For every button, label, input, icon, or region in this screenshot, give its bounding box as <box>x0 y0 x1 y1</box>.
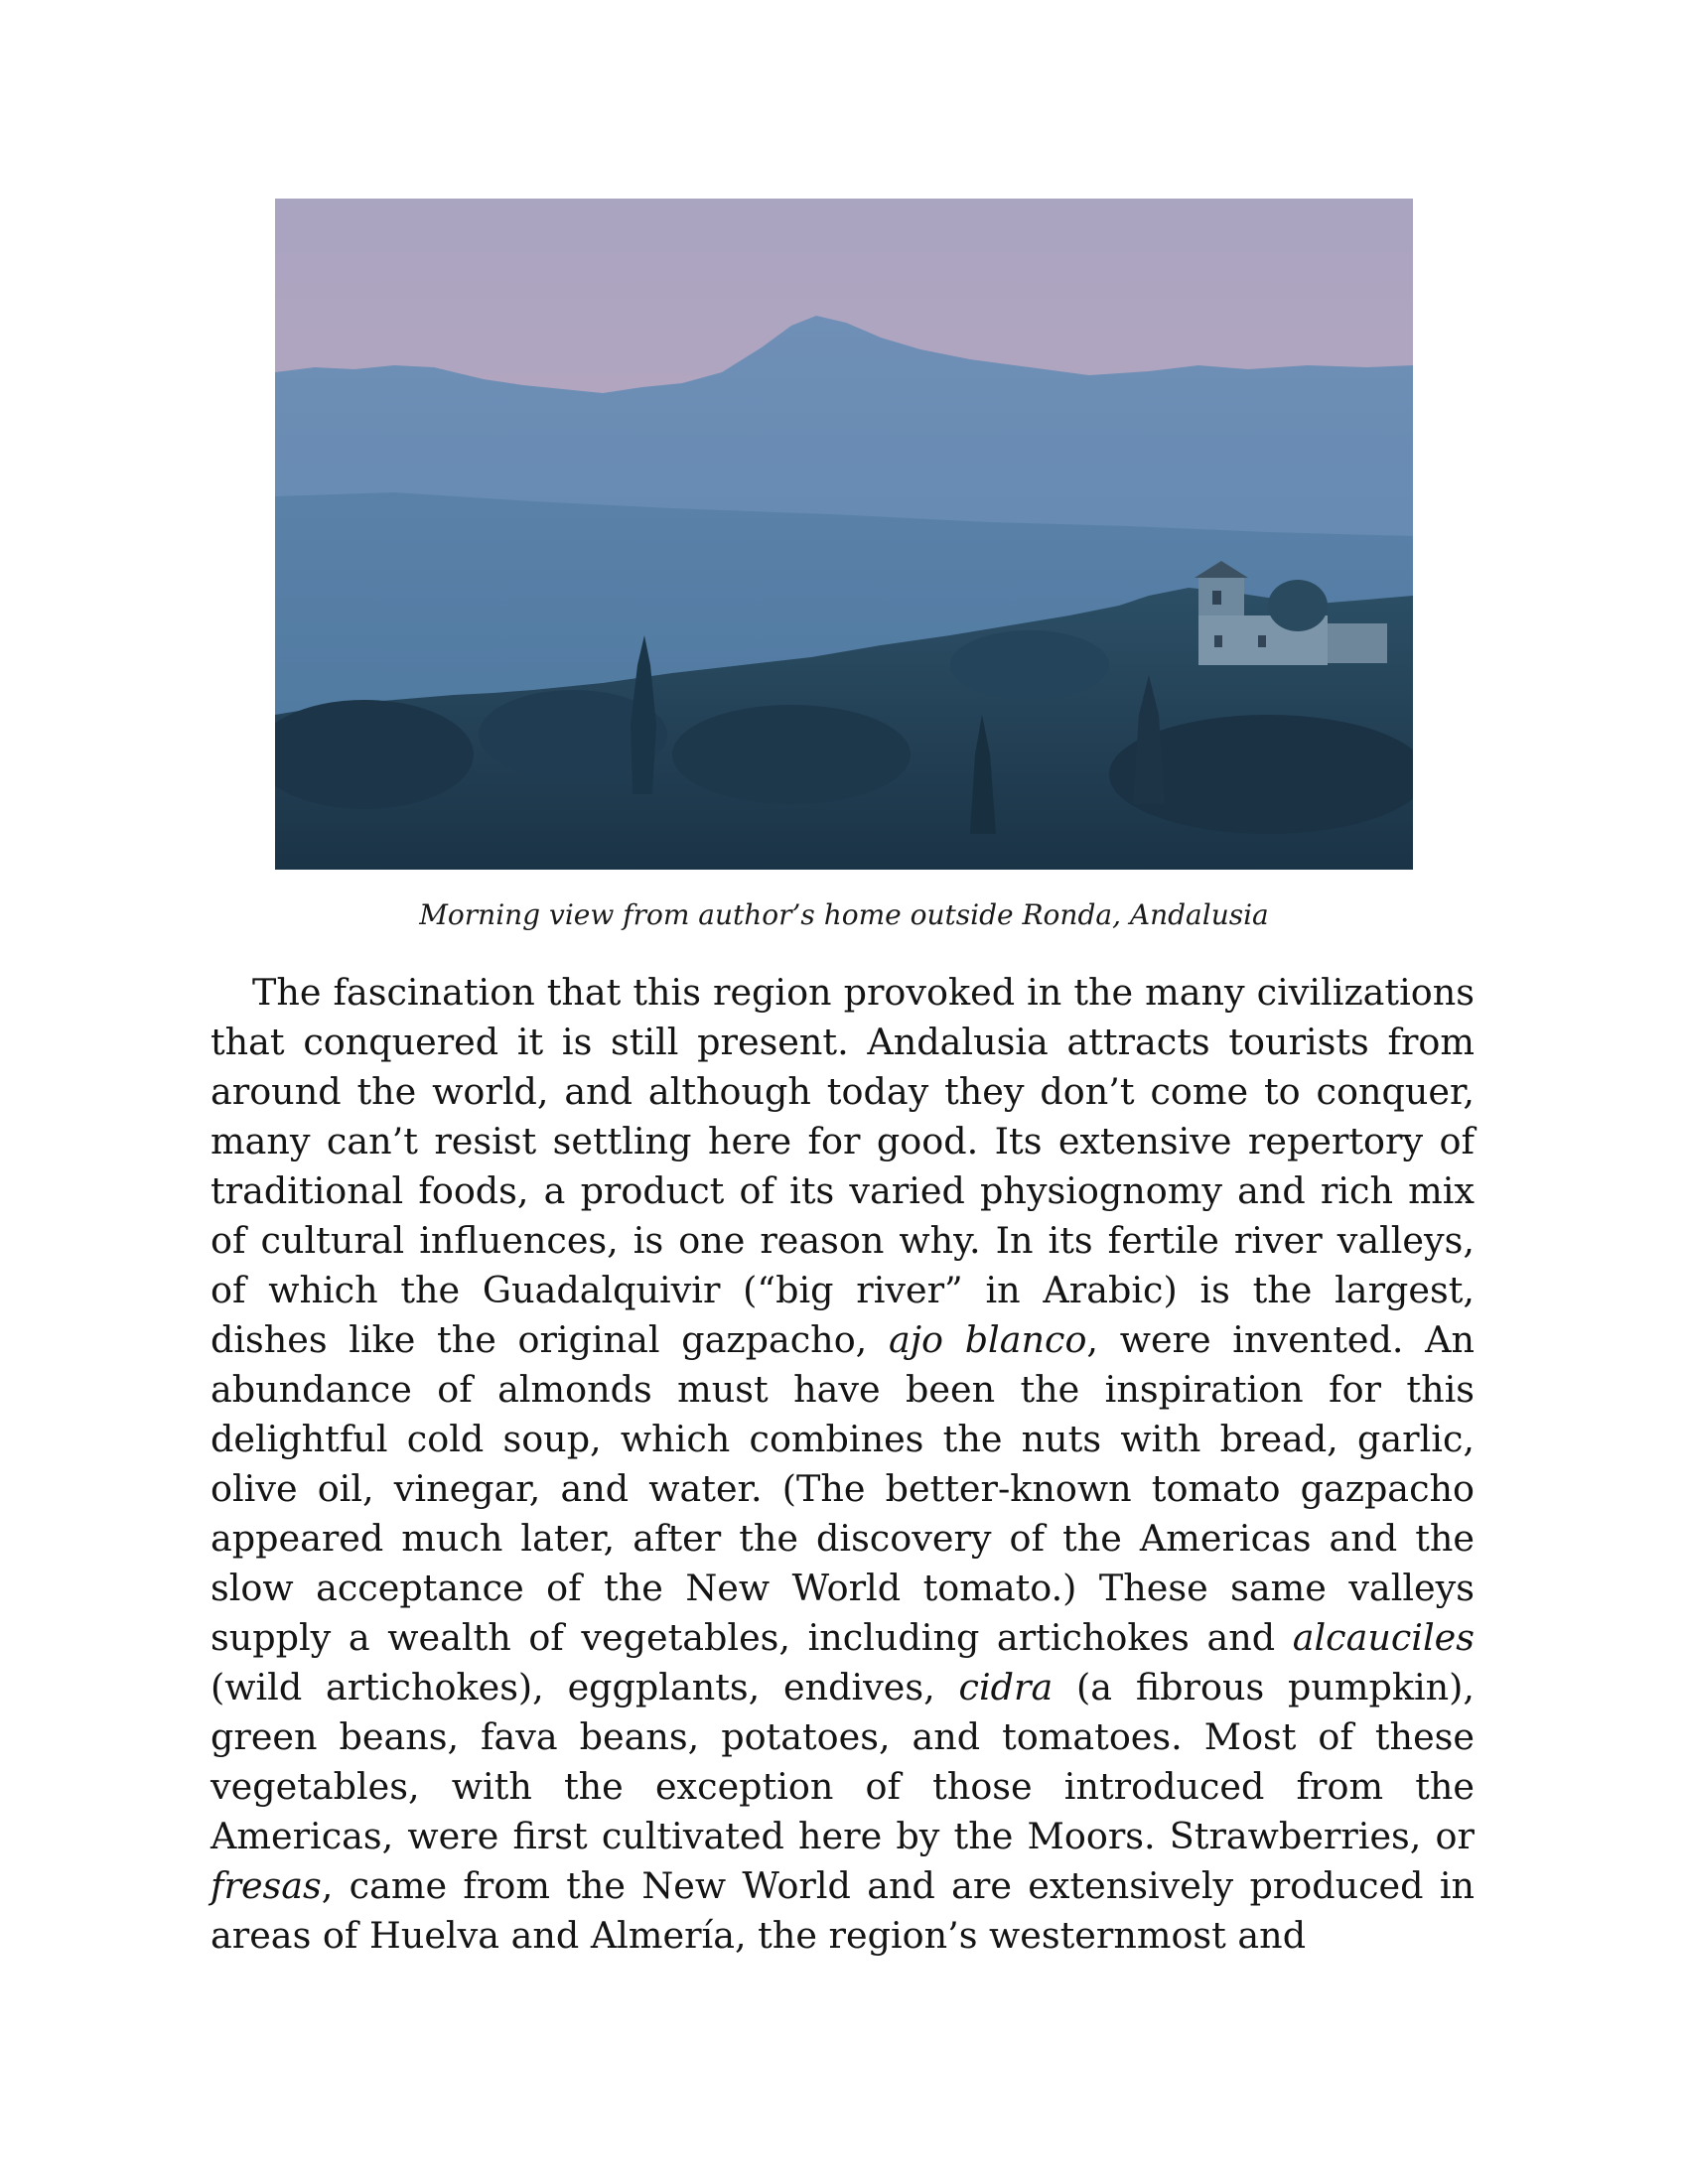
text-run: , came from the New World and are extensively produced in areas of Huelva and Almería, the region’s westernmost and <box>211 1864 1475 1957</box>
italic-term: cidra <box>958 1666 1054 1708</box>
body-paragraph <box>211 968 1475 1961</box>
photo-caption: Morning view from author’s home outside Ronda, Andalusia <box>419 898 1269 931</box>
italic-term: alcauciles <box>1292 1616 1475 1659</box>
text-run: (a fibrous pumpkin), green beans, fava beans, potatoes, and tomatoes. Most of these vegetables, with the exception of those introduced from the Americas, were first cultivated here by the Moors. Strawberries, or <box>211 1666 1475 1857</box>
italic-term: fresas <box>211 1864 322 1907</box>
italic-term: ajo blanco <box>888 1318 1087 1361</box>
text-run: The fascination that this region provoked in the many civilizations that conquered it is still present. Andalusia attracts tourists from around the world, and although today they don’t come to conquer, many can’t resist settling here for good. Its extensive repertory of traditional foods, a product of its varied physiognomy and rich mix of cultural influences, is one reason why. In its fertile river valleys, of which the Guadalquivir (“big river” in Arabic) is the largest, dishes like the original gazpacho, <box>211 971 1475 1361</box>
text-run: (wild artichokes), eggplants, endives, <box>211 1666 959 1708</box>
text-run: , were invented. An abundance of almonds must have been the inspiration for this delightful cold soup, which combines the nuts with bread, garlic, olive oil, vinegar, and water. (The better-known tomato gazpacho appeared much later, after the discovery of the Americas and the slow acceptance of the New World tomato.) These same valleys supply a wealth of vegetables, including artichokes and <box>211 1318 1475 1659</box>
landscape-photo <box>275 199 1413 870</box>
